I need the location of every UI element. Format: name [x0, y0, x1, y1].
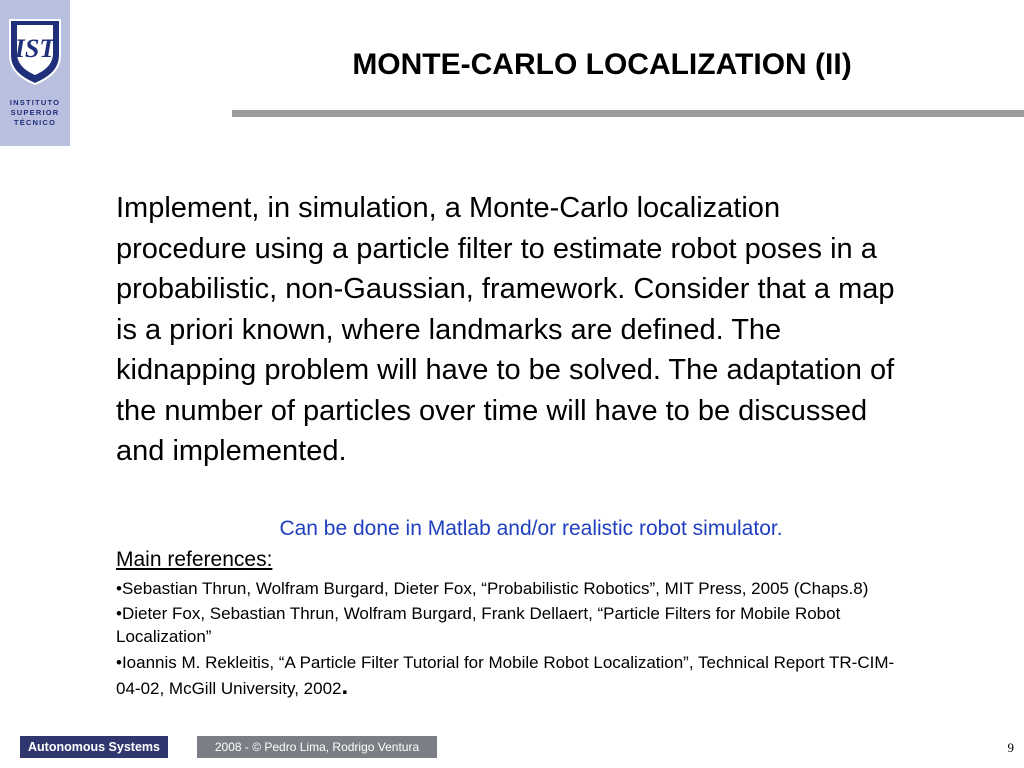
reference-item: •Sebastian Thrun, Wolfram Burgard, Dieter Fox, “Probabilistic Robotics”, MIT Press, 2005 (Chaps.8) [116, 579, 869, 598]
final-period: . [341, 672, 349, 700]
body-paragraph: Implement, in simulation, a Monte-Carlo localization procedure using a particle filter to estimate robot poses in a probabilistic, non-Gaussian, framework. Consider that a map is a priori known, where landmarks are defined. The kidnapping problem will have to be solved. The adaptation of the number of particles over time will have to be discussed and implemented. [116, 192, 895, 467]
reference-item: •Dieter Fox, Sebastian Thrun, Wolfram Burgard, Frank Dellaert, “Particle Filters for Mobile Robot Localization” [116, 603, 841, 646]
page-number: 9 [1007, 740, 1014, 755]
logo-line-1: INSTITUTO [9, 98, 61, 107]
svg-text:IST: IST [14, 34, 56, 63]
reference-item: •Ioannis M. Rekleitis, “A Particle Filter Tutorial for Mobile Robot Localization”, Technical Report TR-CIM-04-02, McGill University, 2002. [116, 652, 895, 700]
references-heading: Main references: [116, 548, 273, 571]
slide-title: MONTE-CARLO LOCALIZATION (II) [352, 48, 852, 81]
shield-icon [9, 19, 61, 85]
logo-wordmark [0, 98, 70, 128]
title-divider [232, 110, 1024, 117]
ist-logo [0, 0, 70, 146]
footer-credits: 2008 - © Pedro Lima, Rodrigo Ventura [197, 736, 437, 758]
logo-line-2: SUPERIOR [10, 108, 60, 117]
logo-line-3: TÉCNICO [13, 118, 57, 127]
footer-course-label: Autonomous Systems [20, 736, 168, 758]
implementation-note: Can be done in Matlab and/or realistic robot simulator. [279, 517, 783, 540]
references-list [116, 577, 916, 703]
